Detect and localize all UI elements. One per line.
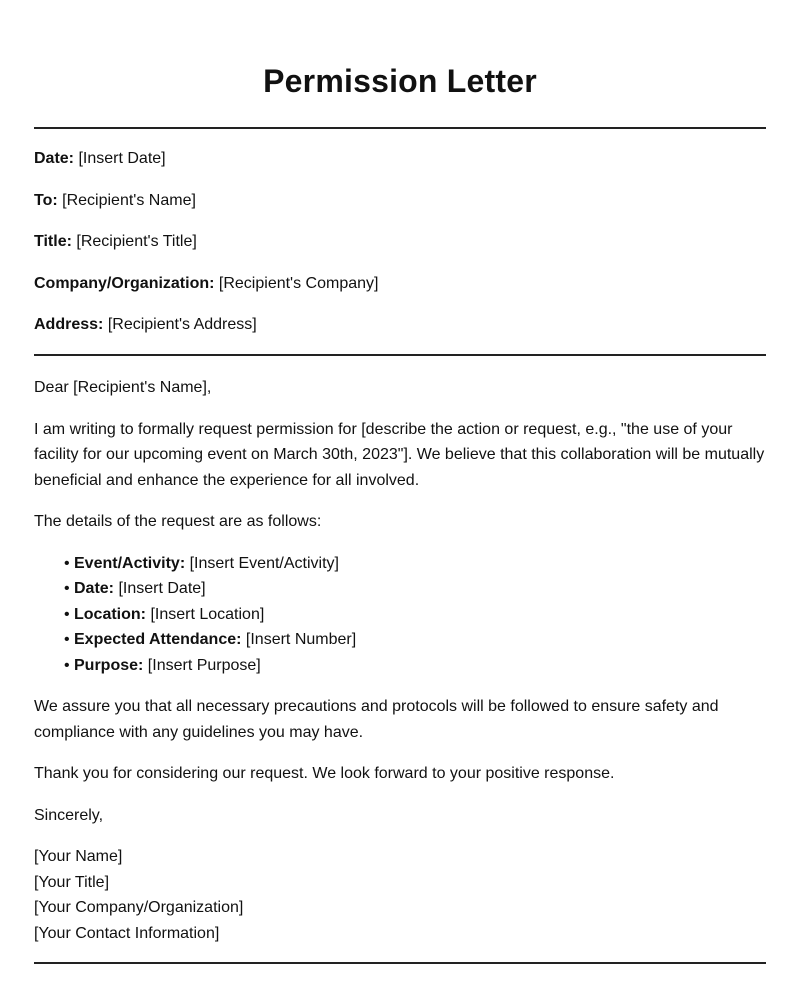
- assurance-paragraph: We assure you that all necessary precautions and protocols will be followed to ensure safety and compliance with any guidelines you may have.: [34, 698, 719, 741]
- list-item: [64, 627, 766, 653]
- to-field-value: [Recipient's Name]: [62, 191, 196, 209]
- title-field-value: [Recipient's Title]: [76, 233, 197, 250]
- details-intro: The details of the request are as follows:: [34, 513, 322, 530]
- company-field-label: Company/Organization:: [34, 274, 215, 292]
- date-field: [34, 148, 766, 170]
- detail-label: Event/Activity:: [74, 554, 186, 572]
- address-field-value: [Recipient's Address]: [107, 316, 257, 333]
- bottom-divider: [34, 962, 766, 964]
- company-field-value: [Recipient's Company]: [218, 274, 379, 292]
- title-field: [34, 231, 766, 253]
- letter-body: [34, 356, 766, 946]
- thanks-paragraph: Thank you for considering our request. We look forward to your positive response.: [34, 765, 615, 782]
- detail-label: Expected Attendance:: [74, 631, 242, 648]
- company-field: [34, 273, 766, 295]
- signature-title: [Your Title]: [34, 873, 110, 891]
- signature-contact: [Your Contact Information]: [34, 924, 220, 942]
- detail-value: [Insert Number]: [245, 631, 357, 648]
- detail-value: [Insert Purpose]: [147, 656, 261, 674]
- list-item: [64, 653, 766, 679]
- detail-label: Location:: [74, 605, 146, 623]
- date-field-label: Date:: [34, 150, 75, 167]
- page-title: Permission Letter: [263, 63, 537, 99]
- title-field-label: Title:: [34, 233, 72, 250]
- signature-block: [34, 844, 766, 946]
- salutation: Dear [Recipient's Name],: [34, 379, 212, 396]
- date-field-value: [Insert Date]: [78, 150, 166, 167]
- detail-label: Purpose:: [74, 656, 144, 674]
- list-item: [64, 602, 766, 628]
- detail-value: [Insert Event/Activity]: [189, 554, 339, 572]
- list-item: [64, 576, 766, 602]
- signature-name: [Your Name]: [34, 848, 123, 865]
- address-field-label: Address:: [34, 316, 104, 333]
- to-field: [34, 190, 766, 212]
- address-field: [34, 314, 766, 336]
- to-field-label: To:: [34, 191, 58, 209]
- detail-value: [Insert Date]: [118, 580, 206, 597]
- detail-value: [Insert Location]: [150, 605, 265, 623]
- closing: Sincerely,: [34, 806, 104, 824]
- header-fields: [34, 129, 766, 336]
- details-list: [34, 551, 766, 679]
- signature-organization: [Your Company/Organization]: [34, 899, 244, 916]
- list-item: [64, 551, 766, 577]
- intro-paragraph: I am writing to formally request permission for [describe the action or request, e.g., "the use of your facility for our upcoming event on March 30th, 2023"]. We believe that this collaboration will be mutually beneficial and enhance the experience for all involved.: [34, 420, 765, 489]
- detail-label: Date:: [74, 580, 115, 597]
